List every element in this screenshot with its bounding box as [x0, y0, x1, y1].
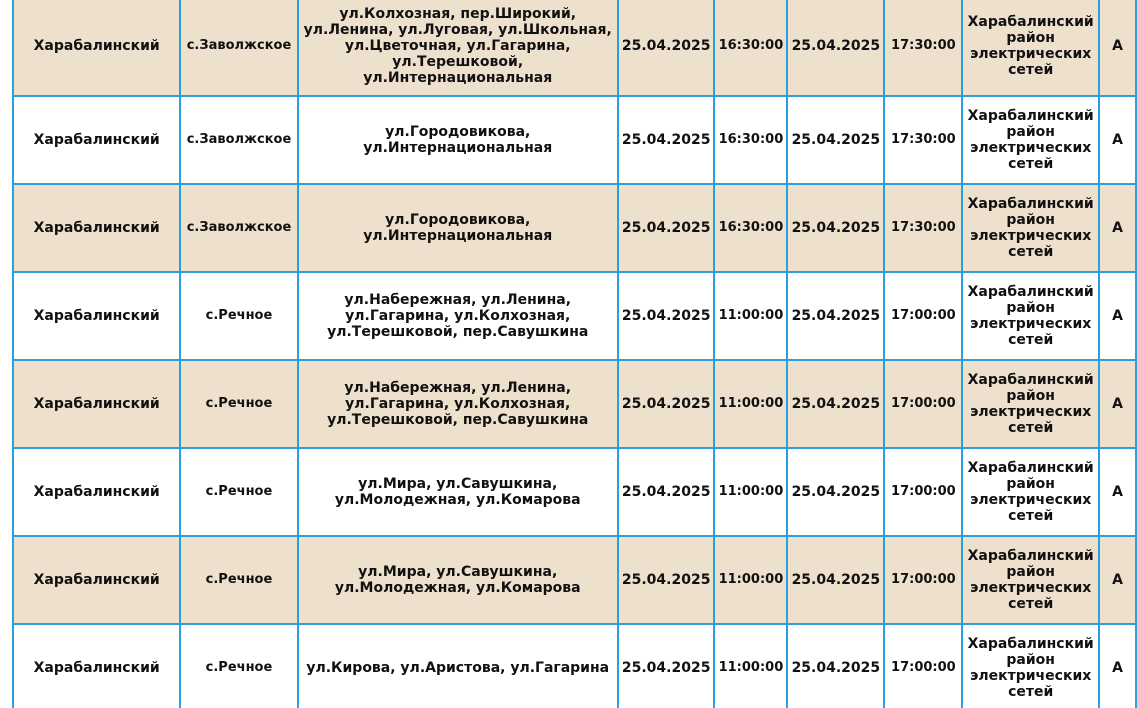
end-time-cell: 17:00:00	[884, 624, 962, 708]
truncated-cell: А	[1099, 184, 1136, 272]
settlement-cell: с.Заволжское	[180, 184, 297, 272]
organization-cell: Харабалинский район электрических сетей	[962, 360, 1099, 448]
district-cell: Харабалинский	[13, 0, 180, 96]
organization-cell: Харабалинский район электрических сетей	[962, 448, 1099, 536]
district-cell: Харабалинский	[13, 536, 180, 624]
organization-cell: Харабалинский район электрических сетей	[962, 624, 1099, 708]
truncated-cell: А	[1099, 536, 1136, 624]
end-date-cell: 25.04.2025	[787, 360, 884, 448]
streets-cell: ул.Набережная, ул.Ленина, ул.Гагарина, ул.Колхозная, ул.Терешковой, пер.Савушкина	[298, 360, 618, 448]
start-time-cell: 11:00:00	[714, 448, 787, 536]
district-cell: Харабалинский	[13, 360, 180, 448]
settlement-cell: с.Заволжское	[180, 0, 297, 96]
end-date-cell: 25.04.2025	[787, 272, 884, 360]
settlement-cell: с.Речное	[180, 272, 297, 360]
end-date-cell: 25.04.2025	[787, 448, 884, 536]
table-row	[13, 184, 1136, 272]
streets-cell: ул.Мира, ул.Савушкина, ул.Молодежная, ул.Комарова	[298, 536, 618, 624]
streets-cell: ул.Городовикова, ул.Интернациональная	[298, 96, 618, 184]
streets-cell: ул.Набережная, ул.Ленина, ул.Гагарина, ул.Колхозная, ул.Терешковой, пер.Савушкина	[298, 272, 618, 360]
table-row	[13, 0, 1136, 96]
table-row	[13, 272, 1136, 360]
start-time-cell: 16:30:00	[714, 184, 787, 272]
end-date-cell: 25.04.2025	[787, 0, 884, 96]
organization-cell: Харабалинский район электрических сетей	[962, 272, 1099, 360]
start-date-cell: 25.04.2025	[618, 536, 715, 624]
organization-cell: Харабалинский район электрических сетей	[962, 184, 1099, 272]
truncated-cell: А	[1099, 624, 1136, 708]
start-date-cell: 25.04.2025	[618, 0, 715, 96]
table-body	[13, 0, 1136, 708]
end-time-cell: 17:00:00	[884, 360, 962, 448]
end-time-cell: 17:30:00	[884, 184, 962, 272]
streets-cell: ул.Городовикова, ул.Интернациональная	[298, 184, 618, 272]
end-time-cell: 17:00:00	[884, 536, 962, 624]
streets-cell: ул.Мира, ул.Савушкина, ул.Молодежная, ул.Комарова	[298, 448, 618, 536]
district-cell: Харабалинский	[13, 96, 180, 184]
start-time-cell: 11:00:00	[714, 624, 787, 708]
table-row	[13, 360, 1136, 448]
start-date-cell: 25.04.2025	[618, 184, 715, 272]
start-date-cell: 25.04.2025	[618, 624, 715, 708]
start-time-cell: 16:30:00	[714, 0, 787, 96]
end-date-cell: 25.04.2025	[787, 536, 884, 624]
start-time-cell: 11:00:00	[714, 272, 787, 360]
table-row	[13, 536, 1136, 624]
outage-schedule-table	[12, 0, 1137, 708]
settlement-cell: с.Речное	[180, 360, 297, 448]
organization-cell: Харабалинский район электрических сетей	[962, 96, 1099, 184]
truncated-cell: А	[1099, 448, 1136, 536]
table-row	[13, 448, 1136, 536]
truncated-cell: А	[1099, 360, 1136, 448]
start-date-cell: 25.04.2025	[618, 96, 715, 184]
streets-cell: ул.Кирова, ул.Аристова, ул.Гагарина	[298, 624, 618, 708]
end-time-cell: 17:30:00	[884, 0, 962, 96]
organization-cell: Харабалинский район электрических сетей	[962, 536, 1099, 624]
organization-cell: Харабалинский район электрических сетей	[962, 0, 1099, 96]
end-date-cell: 25.04.2025	[787, 624, 884, 708]
truncated-cell: А	[1099, 272, 1136, 360]
table-row	[13, 624, 1136, 708]
end-date-cell: 25.04.2025	[787, 184, 884, 272]
district-cell: Харабалинский	[13, 184, 180, 272]
district-cell: Харабалинский	[13, 272, 180, 360]
start-time-cell: 16:30:00	[714, 96, 787, 184]
end-date-cell: 25.04.2025	[787, 96, 884, 184]
streets-cell: ул.Колхозная, пер.Широкий, ул.Ленина, ул.Луговая, ул.Школьная, ул.Цветочная, ул.Гагарина, ул.Терешковой, ул.Интернациональная	[298, 0, 618, 96]
settlement-cell: с.Заволжское	[180, 96, 297, 184]
start-date-cell: 25.04.2025	[618, 360, 715, 448]
start-time-cell: 11:00:00	[714, 536, 787, 624]
end-time-cell: 17:30:00	[884, 96, 962, 184]
district-cell: Харабалинский	[13, 448, 180, 536]
district-cell: Харабалинский	[13, 624, 180, 708]
start-date-cell: 25.04.2025	[618, 448, 715, 536]
end-time-cell: 17:00:00	[884, 272, 962, 360]
settlement-cell: с.Речное	[180, 448, 297, 536]
truncated-cell: А	[1099, 0, 1136, 96]
start-date-cell: 25.04.2025	[618, 272, 715, 360]
table-row	[13, 96, 1136, 184]
settlement-cell: с.Речное	[180, 536, 297, 624]
truncated-cell: А	[1099, 96, 1136, 184]
start-time-cell: 11:00:00	[714, 360, 787, 448]
end-time-cell: 17:00:00	[884, 448, 962, 536]
settlement-cell: с.Речное	[180, 624, 297, 708]
